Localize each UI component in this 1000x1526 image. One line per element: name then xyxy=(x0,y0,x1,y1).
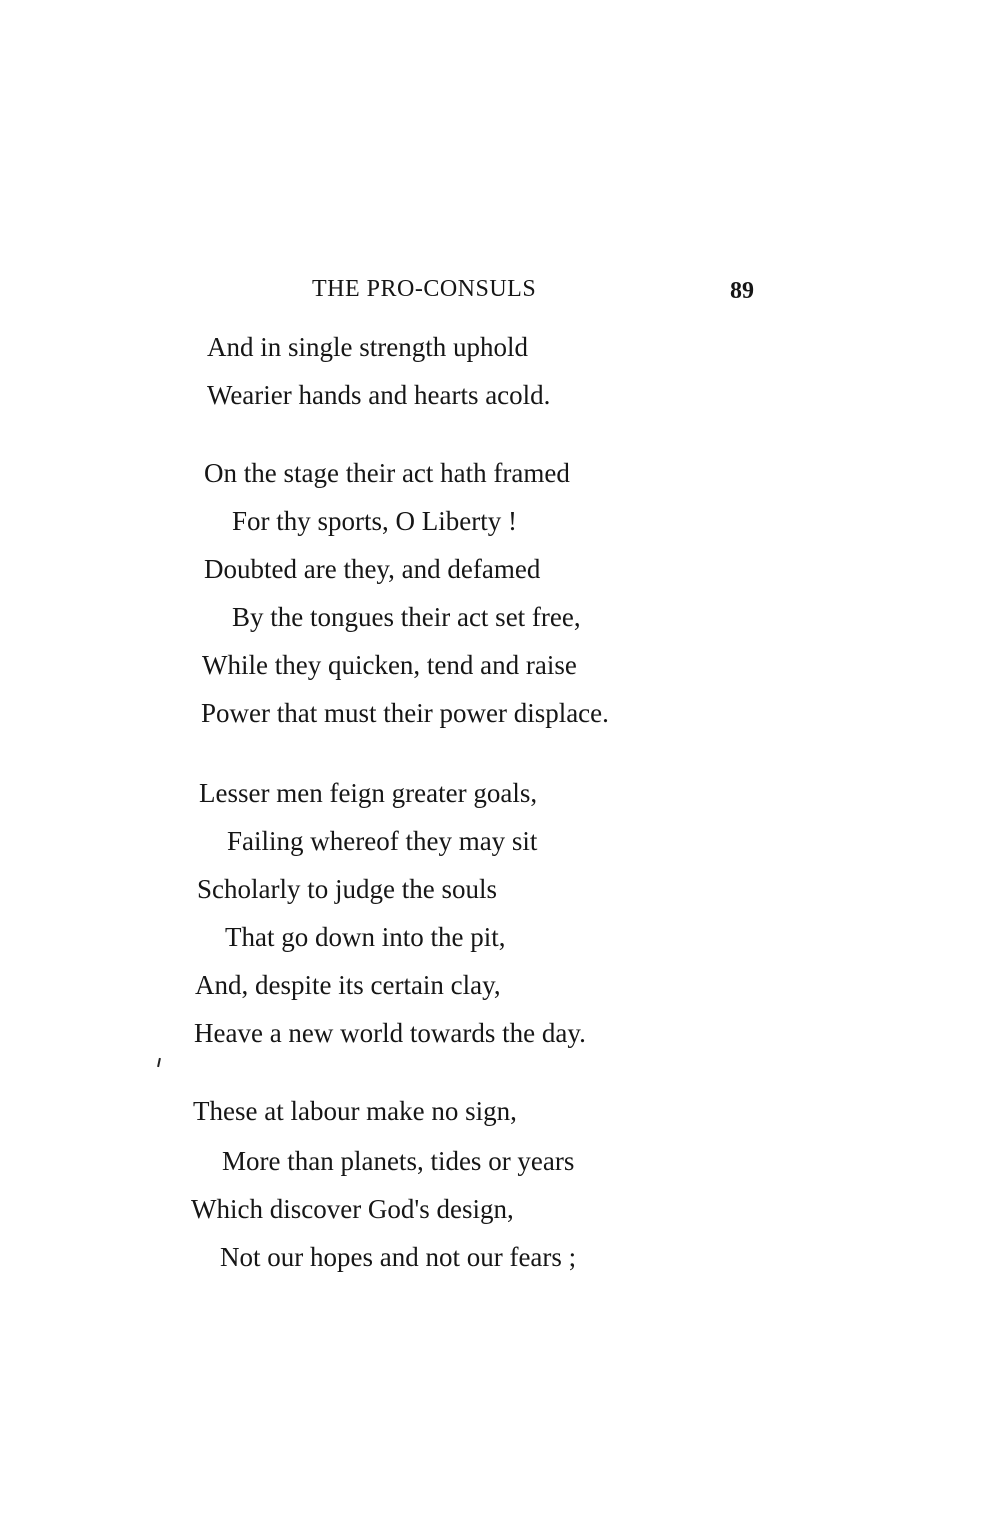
page-number: 89 xyxy=(730,278,754,304)
stray-ink-mark xyxy=(157,1058,161,1067)
poem-line: By the tongues their act set free, xyxy=(232,602,581,632)
poem-line: And in single strength uphold xyxy=(207,332,528,362)
running-title: THE PRO-CONSULS xyxy=(312,276,537,302)
poem-line: For thy sports, O Liberty ! xyxy=(232,506,517,536)
poem-line: Which discover God's design, xyxy=(191,1194,514,1224)
poem-line: On the stage their act hath framed xyxy=(204,458,570,488)
poem-line: Wearier hands and hearts acold. xyxy=(207,380,551,410)
poem-line: Failing whereof they may sit xyxy=(227,826,538,856)
poem-line: Lesser men feign greater goals, xyxy=(199,778,538,808)
poem-line: More than planets, tides or years xyxy=(222,1146,575,1176)
poem-line: Doubted are they, and defamed xyxy=(204,554,541,584)
poem-line: That go down into the pit, xyxy=(225,922,506,952)
poem-line: Power that must their power displace. xyxy=(201,698,609,728)
poem-line: While they quicken, tend and raise xyxy=(202,650,577,680)
poem-line: And, despite its certain clay, xyxy=(195,970,501,1000)
poem-line: Not our hopes and not our fears ; xyxy=(220,1242,577,1272)
poem-line: These at labour make no sign, xyxy=(193,1096,517,1126)
poem-line: Scholarly to judge the souls xyxy=(197,874,497,904)
poem-line: Heave a new world towards the day. xyxy=(194,1018,586,1048)
